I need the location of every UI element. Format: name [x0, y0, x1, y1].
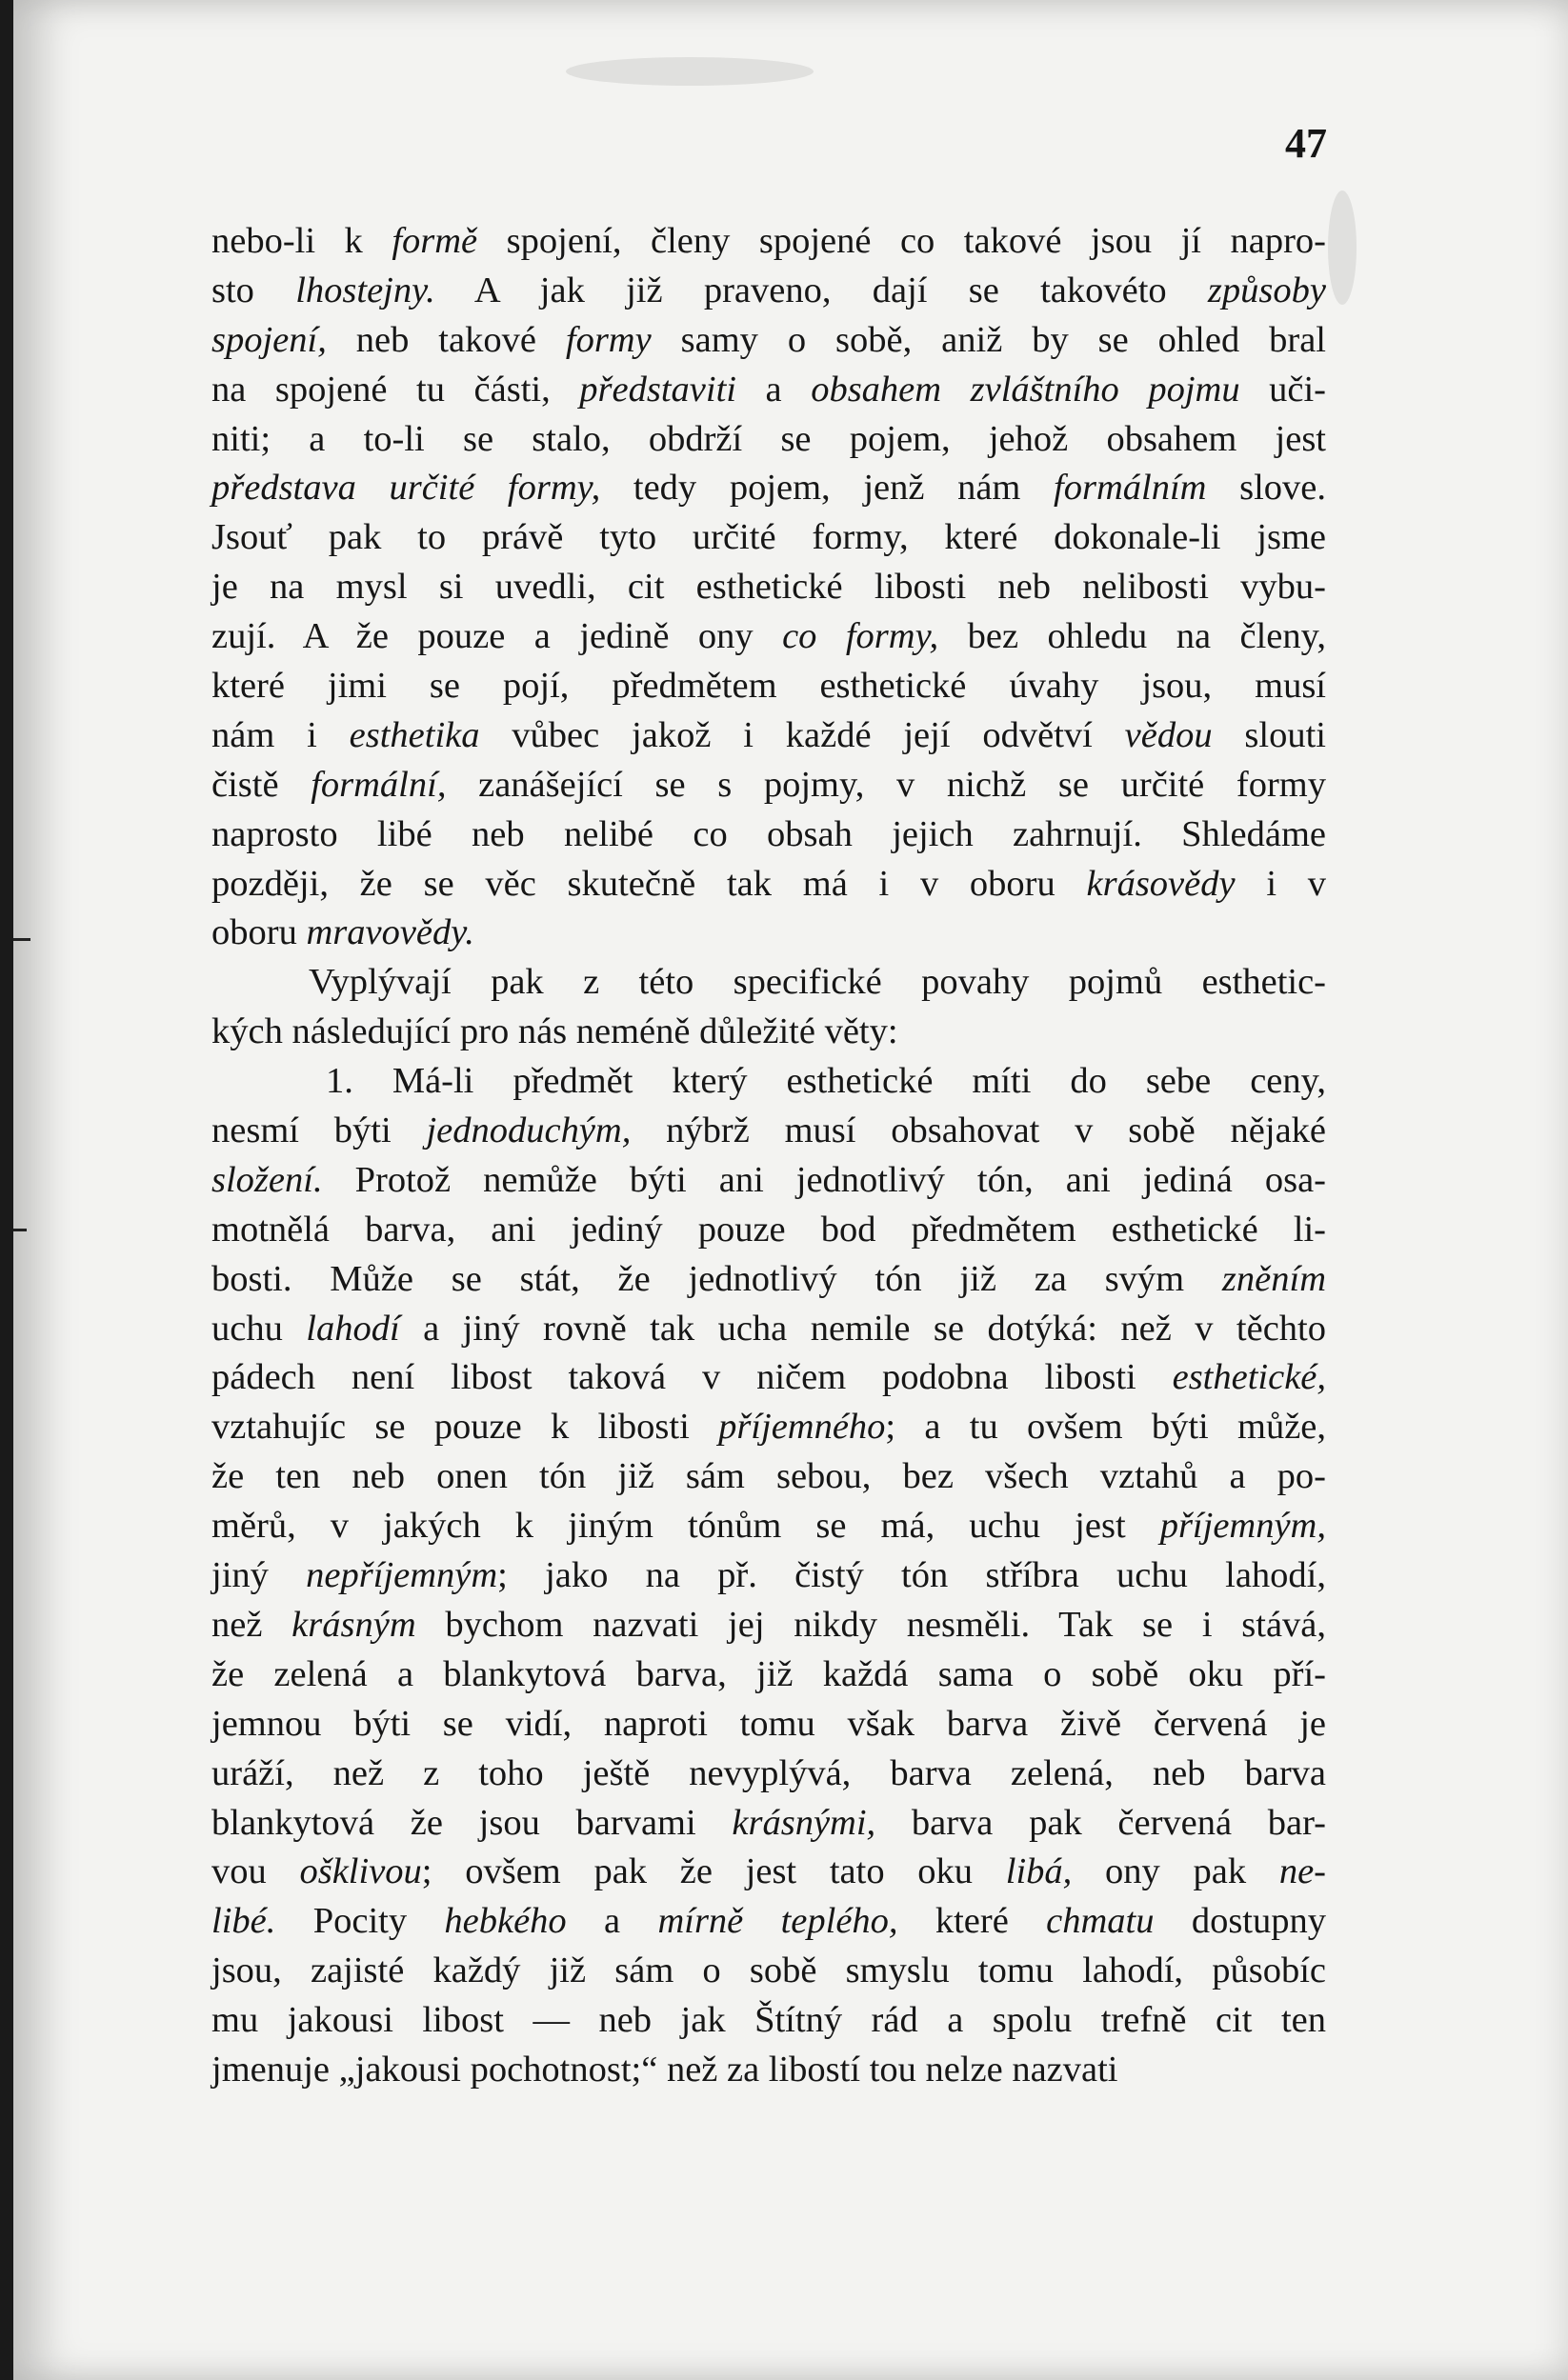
text-run: motnělá barva, ani jediný pouze bod předmětem esthetické li- — [211, 1209, 1326, 1250]
text-line — [211, 1206, 1326, 1255]
text-run: Jsouť pak to právě tyto určité formy, které dokonale-li jsme — [211, 517, 1326, 558]
italic-run: představiti — [579, 369, 736, 410]
italic-run: vědou — [1124, 714, 1213, 755]
text-run: bosti. Může se stát, že jednotlivý tón již za svým — [211, 1258, 1222, 1299]
text-run: Protož nemůže býti ani jednotlivý tón, ani jediná osa- — [322, 1159, 1326, 1200]
text-run: neb takové — [326, 319, 566, 360]
text-line — [211, 860, 1326, 910]
text-run: blankytová že jsou barvami — [211, 1802, 733, 1843]
text-line — [211, 612, 1326, 662]
text-run: je na mysl si uvedli, cit esthetické libosti neb nelibosti vybu- — [211, 567, 1326, 608]
text-run: a — [735, 369, 812, 410]
italic-run: hebkého — [444, 1901, 567, 1942]
italic-run: formální, — [311, 764, 447, 805]
text-line — [211, 366, 1326, 415]
text-run: vůbec jakož i každé její odvětví — [479, 714, 1125, 755]
text-run: jmenuje „jakousi pochotnost;“ než za libostí tou nelze nazvati — [211, 2049, 1118, 2090]
text-line — [211, 1947, 1326, 1996]
italic-run: esthetika — [349, 714, 480, 755]
text-run: kých následující pro nás neméně důležité věty: — [211, 1011, 898, 1052]
text-run: čistě — [211, 764, 312, 805]
text-run: jemnou býti se vidí, naproti tomu však barva živě červená je — [211, 1703, 1326, 1744]
text-run: na spojené tu části, — [211, 369, 580, 410]
text-run: dostupny — [1154, 1901, 1326, 1942]
margin-mark — [13, 938, 30, 941]
text-run: spojení, členy spojené co takové jsou jí napro- — [477, 221, 1326, 261]
text-run: Vyplývají pak z této specifické povahy pojmů esthetic- — [309, 962, 1326, 1003]
text-run: bychom nazvati jej nikdy nesměli. Tak se i stává, — [415, 1604, 1326, 1645]
text-line — [211, 662, 1326, 711]
italic-run: ne- — [1278, 1851, 1326, 1892]
text-run: Pocity — [275, 1901, 445, 1942]
italic-run: lahodí — [306, 1308, 400, 1349]
italic-run: mravovědy. — [306, 912, 474, 953]
italic-run: co formy, — [782, 616, 939, 657]
italic-run: způsoby — [1207, 270, 1326, 310]
text-run: zanášející se s pojmy, v nichž se určité formy — [446, 764, 1326, 805]
text-run: nýbrž musí obsahovat v sobě nějaké — [631, 1110, 1327, 1151]
text-run: zují. A že pouze a jedině ony — [211, 616, 783, 657]
text-line — [211, 2046, 1326, 2095]
text-run: tedy pojem, jenž nám — [600, 468, 1055, 509]
text-run: uči- — [1239, 369, 1326, 410]
text-line — [211, 761, 1326, 810]
text-run: slouti — [1212, 714, 1327, 755]
text-line — [211, 464, 1326, 513]
text-run: slove. — [1206, 468, 1326, 509]
text-line — [211, 1057, 1326, 1107]
text-run: které jimi se pojí, předmětem esthetické úvahy jsou, musí — [211, 666, 1326, 707]
italic-run: složení. — [211, 1159, 323, 1200]
text-line — [211, 1848, 1326, 1897]
text-line — [211, 1502, 1326, 1551]
text-run: oboru — [211, 912, 307, 953]
italic-run: mírně teplého, — [657, 1901, 898, 1942]
text-line — [211, 415, 1326, 465]
text-run: pádech není libost taková v ničem podobna libosti — [211, 1357, 1173, 1398]
text-line — [211, 513, 1326, 563]
text-run: ; ovšem pak že jest tato oku — [421, 1851, 1006, 1892]
text-line — [211, 1107, 1326, 1156]
italic-run: jednoduchým, — [426, 1110, 632, 1151]
text-run: měrů, v jakých k jiným tónům se má, uchu jest — [211, 1506, 1160, 1547]
text-line — [211, 1008, 1326, 1057]
text-run: A jak již praveno, dají se takovéto — [434, 270, 1208, 310]
text-line — [211, 1255, 1326, 1305]
text-run: vou — [211, 1851, 300, 1892]
italic-run: libé. — [211, 1901, 276, 1942]
italic-run: krásnými, — [732, 1802, 876, 1843]
text-run: uráží, než z toho ještě nevyplývá, barva zelená, neb barva — [211, 1752, 1326, 1793]
italic-run: krásovědy — [1086, 863, 1236, 904]
italic-run: formě — [392, 221, 478, 261]
text-line — [211, 711, 1326, 761]
text-line — [211, 1452, 1326, 1502]
italic-run: zněním — [1221, 1258, 1326, 1299]
italic-run: lhostejny. — [295, 270, 435, 310]
text-run: jsou, zajisté každý již sám o sobě smyslu tomu lahodí, působíc — [211, 1950, 1326, 1991]
text-run: později, že se věc skutečně tak má i v oboru — [211, 863, 1087, 904]
text-line — [211, 1551, 1326, 1601]
italic-run: obsahem zvláštního pojmu — [811, 369, 1240, 410]
text-line — [211, 958, 1326, 1008]
text-run: které — [897, 1901, 1047, 1942]
text-run: jiný — [211, 1555, 307, 1596]
paragraph — [211, 1057, 1326, 2095]
text-run: že ten neb onen tón již sám sebou, bez všech vztahů a po- — [211, 1456, 1326, 1497]
text-line — [211, 1305, 1326, 1354]
text-run: naprosto libé neb nelibé co obsah jejich zahrnují. Shledáme — [211, 813, 1326, 854]
text-run: niti; a to-li se stalo, obdrží se pojem, jehož obsahem jest — [211, 418, 1326, 459]
text-line — [211, 909, 1326, 958]
text-run: samy o sobě, aniž by se ohled bral — [651, 319, 1326, 360]
text-run: nesmí býti — [211, 1110, 427, 1151]
text-line — [211, 1601, 1326, 1650]
italic-run: představa určité formy, — [211, 468, 601, 509]
text-line — [211, 1650, 1326, 1700]
italic-run: spojení, — [211, 319, 327, 360]
paragraph — [211, 217, 1326, 958]
text-run: barva pak červená bar- — [875, 1802, 1326, 1843]
text-run: sto — [211, 270, 296, 310]
text-run: bez ohledu na členy, — [938, 616, 1327, 657]
italic-run: formálním — [1054, 468, 1207, 509]
text-run: a — [566, 1901, 658, 1942]
text-line — [211, 1156, 1326, 1206]
text-line — [211, 1897, 1326, 1947]
margin-mark — [13, 1229, 27, 1231]
text-line — [211, 1353, 1326, 1403]
text-run: vztahujíc se pouze k libosti — [211, 1407, 719, 1448]
italic-run: chmatu — [1046, 1901, 1155, 1942]
page-smudge — [1328, 190, 1357, 305]
italic-run: příjemného — [718, 1407, 886, 1448]
text-run: než — [211, 1604, 292, 1645]
text-line — [211, 1403, 1326, 1452]
text-line — [211, 810, 1326, 860]
text-line — [211, 1700, 1326, 1750]
text-run: ony pak — [1072, 1851, 1279, 1892]
italic-run: formy — [565, 319, 652, 360]
italic-run: krásným — [291, 1604, 416, 1645]
italic-run: příjemným, — [1159, 1506, 1326, 1547]
italic-run: esthetické, — [1172, 1357, 1326, 1398]
text-run: mu jakousi libost — neb jak Štítný rád a spolu trefně cit ten — [211, 2000, 1326, 2041]
text-line — [211, 1750, 1326, 1799]
text-run: že zelená a blankytová barva, již každá sama o sobě oku pří- — [211, 1653, 1326, 1694]
text-line — [211, 217, 1326, 267]
text-line — [211, 267, 1326, 316]
text-run: ; jako na př. čistý tón stříbra uchu lahodí, — [497, 1555, 1326, 1596]
text-line — [211, 316, 1326, 366]
page-smudge — [566, 57, 814, 86]
body-text — [211, 217, 1326, 2095]
text-line — [211, 1799, 1326, 1849]
italic-run: nepříjemným — [306, 1555, 498, 1596]
book-page — [13, 0, 1568, 2380]
text-run: nebo-li k — [211, 221, 392, 261]
page-number: 47 — [1285, 120, 1327, 167]
text-line — [211, 563, 1326, 612]
text-run: nám i — [211, 714, 350, 755]
text-run: a jiný rovně tak ucha nemile se dotýká: než v těchto — [399, 1308, 1327, 1349]
italic-run: ošklivou — [299, 1851, 422, 1892]
text-run: 1. Má-li předmět který esthetické míti do sebe ceny, — [326, 1061, 1326, 1102]
text-run: ; a tu ovšem býti může, — [885, 1407, 1326, 1448]
text-run: uchu — [211, 1308, 307, 1349]
paragraph — [211, 958, 1326, 1057]
italic-run: libá, — [1005, 1851, 1073, 1892]
text-line — [211, 1996, 1326, 2046]
text-run: i v — [1235, 863, 1326, 904]
